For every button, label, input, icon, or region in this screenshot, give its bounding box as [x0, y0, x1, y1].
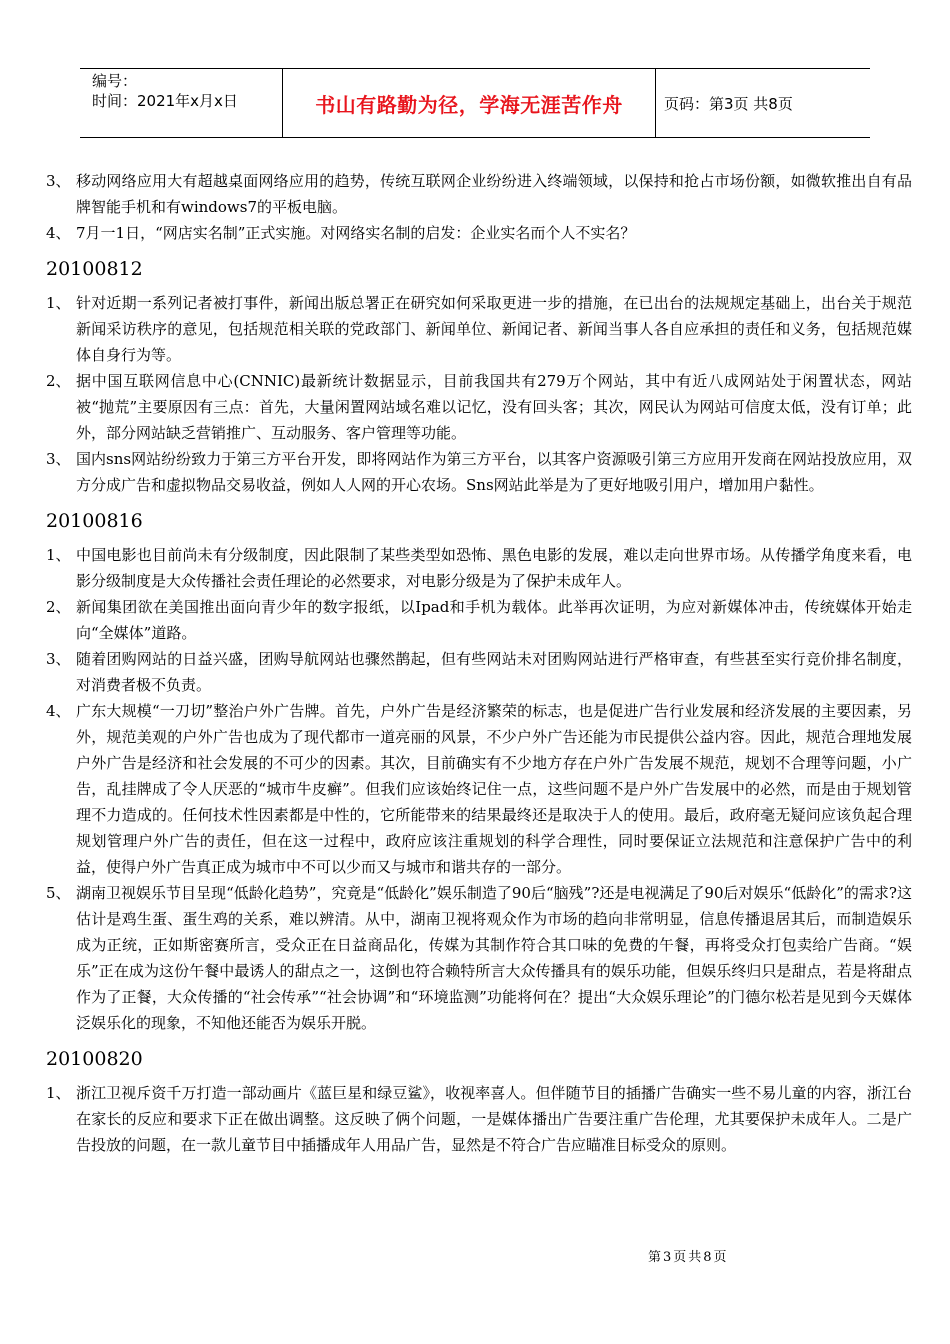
item-text: 广东大规模“一刀切”整治户外广告牌。首先，户外广告是经济繁荣的标志，也是促进广告行业发展和经济发展的主要因素，另外，规范美观的户外广告也成为了现代都市一道亮丽的风景，不少户外广告还能为市民提供公益内容。因此，规范合理地发展户外广告是经济和社会发展的不可少的因素。其次，目前确实有不少地方存在户外广告发展不规范，规划不合理等问题，小广告，乱挂牌成了令人厌恶的“城市牛皮癣”。但我们应该始终记住一点，这些问题不是户外广告发展中的必然，而是由于规划管理不力造成的。任何技术性因素都是中性的，它所能带来的结果最终还是取决于人的使用。最后，政府毫无疑问应该负起合理规划管理户外广告的责任，但在这一过程中，政府应该注重规划的科学合理性，同时要保证立法规范和注意保护广告中的利益，使得户外广告真正成为城市中不可以少而又与城市和谐共存的一部分。	[76, 702, 912, 876]
item-text: 随着团购网站的日益兴盛，团购导航网站也骤然鹊起，但有些网站未对团购网站进行严格审查，有些甚至实行竞价排名制度，对消费者极不负责。	[76, 650, 912, 694]
item-text: 移动网络应用大有超越桌面网络应用的趋势，传统互联网企业纷纷进入终端领域，以保持和抢占市场份额，如微软推出自有品牌智能手机和有windows7的平板电脑。	[76, 172, 912, 216]
motto: 书山有路勤为径，学海无涯苦作舟	[315, 92, 623, 117]
list-item	[46, 542, 912, 594]
item-text: 针对近期一系列记者被打事件，新闻出版总署正在研究如何采取更进一步的措施，在已出台的法规规定基础上，出台关于规范新闻采访秩序的意见，包括规范相关联的党政部门、新闻单位、新闻记者、新闻当事人各自应承担的责任和义务，包括规范媒体自身行为等。	[76, 294, 912, 364]
item-number: 2、	[46, 372, 71, 390]
list-item	[46, 368, 912, 446]
item-text: 中国电影也目前尚未有分级制度，因此限制了某些类型如恐怖、黑色电影的发展，难以走向世界市场。从传播学角度来看，电影分级制度是大众传播社会责任理论的必然要求，对电影分级是为了保护未成年人。	[76, 546, 912, 590]
section-date: 20100812	[46, 258, 143, 280]
item-number: 4、	[46, 224, 71, 242]
page-info: 页码：第3页 共8页	[664, 94, 793, 113]
section-date: 20100816	[46, 510, 143, 532]
header-page-info-cell	[656, 69, 870, 137]
list-item	[46, 698, 912, 880]
item-number: 1、	[46, 1084, 71, 1102]
page-footer: 第3页共8页	[648, 1250, 729, 1265]
list-item	[46, 446, 912, 498]
list-item	[46, 220, 912, 246]
item-number: 3、	[46, 172, 71, 190]
list-item	[46, 1080, 912, 1158]
code-label: 编号：	[92, 72, 138, 90]
item-text: 新闻集团欲在美国推出面向青少年的数字报纸，以Ipad和手机为载体。此举再次证明，为应对新媒体冲击，传统媒体开始走向“全媒体”道路。	[76, 598, 912, 642]
list-item	[46, 646, 912, 698]
header-motto-cell	[282, 69, 656, 137]
item-number: 3、	[46, 450, 71, 468]
document-header	[80, 68, 870, 138]
list-item	[46, 594, 912, 646]
list-item	[46, 168, 912, 220]
list-item	[46, 880, 912, 1036]
item-text: 国内sns网站纷纷致力于第三方平台开发，即将网站作为第三方平台，以其客户资源吸引第三方应用开发商在网站投放应用，双方分成广告和虚拟物品交易收益，例如人人网的开心农场。Sns网站此举是为了更好地吸引用户，增加用户黏性。	[76, 450, 912, 494]
item-number: 5、	[46, 884, 71, 902]
item-number: 2、	[46, 598, 71, 616]
item-number: 4、	[46, 702, 71, 720]
document-body	[46, 168, 912, 1158]
item-number: 1、	[46, 546, 71, 564]
item-text: 湖南卫视娱乐节目呈现“低龄化趋势”，究竟是“低龄化”娱乐制造了90后“脑残”?还是电视满足了90后对娱乐“低龄化”的需求?这估计是鸡生蛋、蛋生鸡的关系，难以辨清。从中，湖南卫视将观众作为市场的趋向非常明显，信息传播退居其后，而制造娱乐成为正统，正如斯密赛所言，受众正在日益商品化，传媒为其制作符合其口味的免费的午餐，再将受众打包卖给广告商。“娱乐”正在成为这份午餐中最诱人的甜点之一，这倒也符合赖特所言大众传播具有的娱乐功能，但娱乐终归只是甜点，若是将甜点作为了正餐，大众传播的“社会传承”“社会协调”和“环境监测”功能将何在？提出“大众娱乐理论”的门德尔松若是见到今天媒体泛娱乐化的现象，不知他还能否为娱乐开脱。	[76, 884, 912, 1032]
header-meta	[80, 69, 282, 137]
item-text: 据中国互联网信息中心(CNNIC)最新统计数据显示，目前我国共有279万个网站，其中有近八成网站处于闲置状态，网站被“抛荒”主要原因有三点：首先，大量闲置网站域名难以记忆，没有回头客；其次，网民认为网站可信度太低，没有订单；此外，部分网站缺乏营销推广、互动服务、客户管理等功能。	[76, 372, 912, 442]
time-label: 时间：2021年x月x日	[92, 92, 238, 110]
item-number: 1、	[46, 294, 71, 312]
item-text: 浙江卫视斥资千万打造一部动画片《蓝巨星和绿豆鲨》，收视率喜人。但伴随节目的插播广告确实一些不易儿童的内容，浙江台在家长的反应和要求下正在做出调整。这反映了俩个问题，一是媒体播出广告要注重广告伦理，尤其要保护未成年人。二是广告投放的问题，在一款儿童节目中插播成年人用品广告，显然是不符合广告应瞄准目标受众的原则。	[76, 1084, 912, 1154]
item-number: 3、	[46, 650, 71, 668]
item-text: 7月一1日，“网店实名制”正式实施。对网络实名制的启发：企业实名而个人不实名？	[76, 224, 636, 242]
section-date: 20100820	[46, 1048, 143, 1070]
list-item	[46, 290, 912, 368]
